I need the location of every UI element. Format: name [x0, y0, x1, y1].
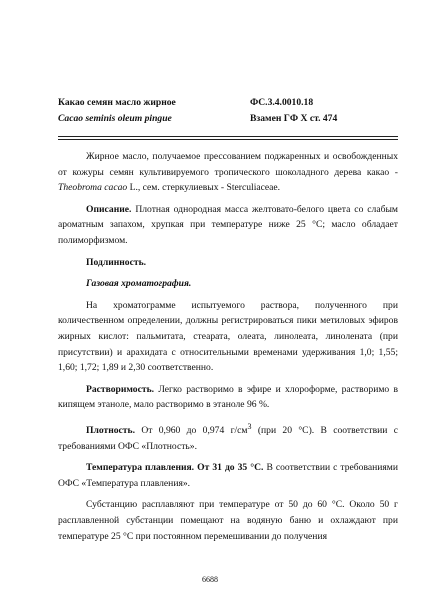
description-paragraph [58, 202, 398, 249]
gc-paragraph: На хроматограмме испытуемого раствора, полученного при количественном определении, должны регистрироваться пики метиловых эфиров жирных кислот: пальмитата, стеарата, олеата, линолеата, линолената (при присутствии) и арахидата с относительными временами удерживания 1,0; 1,55; 1,60; 1,72; 1,89 и 2,30 соответственно. [58, 299, 398, 374]
solubility-label: Растворимость. [86, 383, 155, 395]
gc-heading: Газовая хроматография. [86, 278, 192, 290]
intro-text-1: Жирное масло, получаемое прессованием поджаренных и освобожденных от кожуры семян культивируемого тропического шоколадного дерева какао - [58, 151, 398, 178]
density-label: Плотность. [86, 425, 135, 437]
latin-family: Sterculiaceae [226, 182, 278, 194]
density-paragraph [58, 419, 398, 454]
density-text-2: (при 20 °С). В соответствии с требованиями ОФС «Плотность». [58, 425, 398, 452]
page-number: 6688 [202, 575, 218, 584]
description-text: Плотная однородная масса желтовато-белого цвета со слабым ароматным запахом, хрупкая при температуре ниже 25 °С; масло обладает полиморфизмом. [58, 203, 398, 246]
monograph-body [58, 149, 398, 544]
intro-text-3: . [277, 182, 281, 194]
header-rule-bottom [58, 139, 398, 140]
monograph-title-latin: Cacao seminis oleum pingue [58, 113, 172, 124]
solubility-paragraph [58, 382, 398, 413]
melting-range: От 31 до 35 °С. [194, 462, 264, 474]
intro-paragraph [58, 149, 398, 196]
identity-heading: Подлинность. [86, 256, 147, 268]
header-rule-top [58, 136, 398, 137]
monograph-code: ФС.3.4.0010.18 [250, 97, 314, 108]
last-paragraph: Субстанцию расплавляют при температуре от 50 до 60 °С. Около 50 г расплавленной субстанции помещают на водяную баню и охлаждают при температуре 25 °С при постоянном перемешивании до получения [58, 499, 398, 542]
intro-text-2: L., сем. стеркулиевых - [127, 182, 227, 194]
replaces-note: Взамен ГФ Х ст. 474 [250, 113, 338, 124]
description-label: Описание. [86, 203, 132, 215]
monograph-title-ru: Какао семян масло жирное [58, 97, 176, 108]
density-text-1: От 0,960 до 0,974 г/см [135, 425, 248, 437]
melting-paragraph [58, 460, 398, 491]
density-superscript: 3 [247, 421, 252, 431]
latin-genus: Theobroma cacao [58, 182, 128, 194]
melting-label: Температура плавления. [86, 462, 195, 474]
melting-text: В соответствии с требованиями ОФС «Температура плавления». [58, 462, 398, 489]
solubility-text: Легко растворимо в эфире и хлороформе, растворимо в кипящем этаноле, мало растворимо в этаноле 96 %. [58, 383, 398, 411]
